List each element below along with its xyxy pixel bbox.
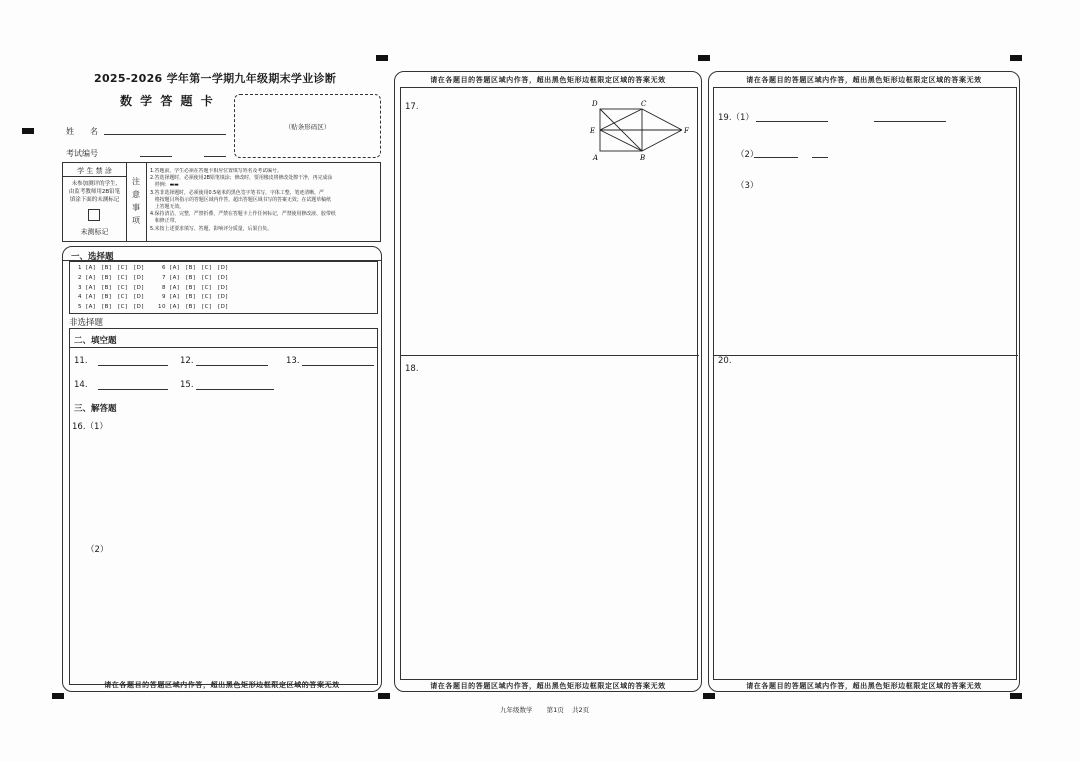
choice-question-number: 2 bbox=[78, 274, 82, 281]
choice-bubble-a[interactable]: [A] bbox=[170, 265, 180, 271]
no-test-instruction: 未参加测评的学生, bbox=[71, 181, 118, 187]
card-subtitle: 数 学 答 题 卡 bbox=[120, 94, 215, 108]
choice-bubble-d[interactable]: [D] bbox=[134, 294, 145, 301]
choice-bubble-d[interactable]: [D] bbox=[218, 284, 229, 291]
choice-question-number: 4 bbox=[78, 294, 82, 301]
fill-label-12: 12. bbox=[180, 356, 194, 366]
footer-subject: 九年级数学 bbox=[500, 706, 533, 714]
choice-question-number: 9 bbox=[162, 294, 166, 301]
notes-title-char: 意 bbox=[132, 190, 140, 199]
choice-bubble-a[interactable]: [A] bbox=[86, 294, 96, 301]
choice-bubble-a[interactable]: [A] bbox=[86, 284, 96, 291]
no-test-title: 学 生 禁 涂 bbox=[77, 167, 112, 175]
choice-grid bbox=[69, 261, 378, 314]
exam-number-field[interactable] bbox=[204, 156, 226, 157]
point-label-d: D bbox=[592, 100, 598, 108]
choice-question-number: 1 bbox=[78, 265, 82, 271]
barcode-area bbox=[234, 94, 381, 158]
answer-area-left bbox=[62, 246, 382, 692]
choice-bubble-c[interactable]: [C] bbox=[202, 274, 212, 281]
fill-label-13: 13. bbox=[286, 356, 300, 366]
note-item: 5.未按上述要求填写、答题，影响评分质量，后果自负。 bbox=[150, 225, 273, 232]
choice-question-number: 10 bbox=[158, 304, 166, 311]
point-label-b: B bbox=[640, 154, 646, 162]
choice-row bbox=[158, 285, 234, 291]
fill-answer-11[interactable] bbox=[98, 365, 168, 366]
choice-row bbox=[74, 265, 150, 271]
point-label-f: F bbox=[684, 127, 689, 135]
fill-answer-15[interactable] bbox=[196, 389, 274, 390]
solve-section-title: 三、解答题 bbox=[74, 404, 117, 414]
choice-bubble-b[interactable]: [B] bbox=[102, 304, 112, 311]
q16-part2-label: （2） bbox=[86, 545, 109, 555]
choice-bubble-a[interactable]: [A] bbox=[86, 274, 96, 281]
q19-part1-label: 19.（1） bbox=[718, 113, 754, 123]
registration-mark bbox=[698, 55, 710, 61]
choice-bubble-b[interactable]: [B] bbox=[186, 304, 196, 311]
q19-part2-answer[interactable] bbox=[812, 157, 828, 158]
notes-box bbox=[62, 162, 381, 242]
q16-answer-area[interactable] bbox=[70, 417, 377, 665]
fill-answer-12[interactable] bbox=[196, 365, 268, 366]
choice-row bbox=[158, 304, 234, 310]
note-item: 2.答选择题时，必须使用2B铅笔填涂；修改时，要用橡皮将修改处擦干净，再完成涂 bbox=[150, 175, 333, 182]
answer-area-notice: 请在各题目的答题区域内作答，超出黑色矩形边框限定区域的答案无效 bbox=[430, 682, 666, 690]
q17-label: 17. bbox=[405, 102, 419, 112]
exam-title: 2025-2026 学年第一学期九年级期末学业诊断 bbox=[94, 72, 337, 85]
no-test-instruction: 由监考教师用2B铅笔 bbox=[68, 189, 121, 195]
registration-mark bbox=[1010, 55, 1022, 61]
footer-page: 第1页 bbox=[546, 706, 564, 714]
choice-row bbox=[74, 285, 150, 291]
choice-bubble-d[interactable]: [D] bbox=[218, 304, 229, 311]
answer-area-middle bbox=[394, 71, 702, 692]
notes-list bbox=[150, 168, 380, 233]
point-label-e: E bbox=[590, 127, 596, 135]
exam-number-field[interactable] bbox=[140, 156, 172, 157]
fill-answer-14[interactable] bbox=[98, 389, 168, 390]
choice-bubble-a[interactable]: [A] bbox=[170, 284, 180, 291]
note-item: 上答题无效。 bbox=[150, 204, 185, 211]
footer-total: 共2页 bbox=[571, 706, 590, 714]
choice-bubble-a[interactable]: [A] bbox=[170, 274, 180, 281]
note-item: 和修正带。 bbox=[150, 218, 180, 225]
note-item: 4.保持清洁、完整，严禁折叠，严禁在答题卡上作任何标记，严禁使用修改液、胶带纸 bbox=[150, 211, 336, 218]
registration-mark bbox=[1010, 693, 1022, 699]
choice-bubble-b[interactable]: [B] bbox=[186, 294, 196, 301]
choice-row bbox=[158, 275, 234, 281]
choice-row bbox=[74, 275, 150, 281]
choice-bubble-c[interactable]: [C] bbox=[118, 265, 128, 271]
point-label-c: C bbox=[641, 100, 647, 108]
choice-bubble-d[interactable]: [D] bbox=[134, 304, 145, 311]
answer-area-notice: 请在各题目的答题区域内作答，超出黑色矩形边框限定区域的答案无效 bbox=[430, 76, 666, 84]
q18-label: 18. bbox=[405, 364, 419, 374]
choice-bubble-d[interactable]: [D] bbox=[134, 284, 145, 291]
choice-bubble-d[interactable]: [D] bbox=[134, 274, 145, 281]
choice-bubble-c[interactable]: [C] bbox=[202, 265, 212, 271]
answer-area-notice: 请在各题目的答题区域内作答，超出黑色矩形边框限定区域的答案无效 bbox=[746, 682, 982, 690]
q16-part1-label: 16.（1） bbox=[72, 422, 108, 432]
no-test-checkbox[interactable] bbox=[88, 209, 100, 221]
note-item: 3.答非选择题时，必须使用0.5毫米的黑色签字笔书写，字体工整、笔迹清晰。严 bbox=[150, 189, 324, 196]
barcode-label: （贴条形码区） bbox=[284, 123, 331, 131]
no-test-instruction: 填涂下面的未测标记 bbox=[69, 197, 120, 203]
note-item: 样例：▬▬ bbox=[150, 182, 179, 189]
no-test-mark-label: 未测标记 bbox=[80, 228, 109, 236]
registration-mark bbox=[52, 693, 64, 699]
registration-mark bbox=[703, 693, 715, 699]
choice-bubble-a[interactable]: [A] bbox=[86, 265, 96, 271]
name-field[interactable] bbox=[104, 134, 226, 135]
choice-bubble-b[interactable]: [B] bbox=[102, 294, 112, 301]
choice-bubble-c[interactable]: [C] bbox=[118, 294, 128, 301]
fill-answer-13[interactable] bbox=[302, 365, 374, 366]
choice-bubble-c[interactable]: [C] bbox=[202, 304, 212, 311]
choice-bubble-a[interactable]: [A] bbox=[86, 304, 96, 311]
q20-label: 20. bbox=[718, 356, 732, 366]
page-footer bbox=[500, 705, 589, 714]
choice-bubble-b[interactable]: [B] bbox=[186, 284, 196, 291]
fill-section-title: 二、填空题 bbox=[74, 336, 117, 346]
choice-bubble-b[interactable]: [B] bbox=[102, 284, 112, 291]
name-label: 姓 名 bbox=[66, 127, 98, 136]
answer-area-notice: 请在各题目的答题区域内作答，超出黑色矩形边框限定区域的答案无效 bbox=[104, 681, 340, 689]
choice-bubble-d[interactable]: [D] bbox=[218, 265, 229, 271]
note-item: 格按题目所指示的答题区域内作答，超出答题区域书写的答案无效；在试题草稿纸 bbox=[150, 196, 331, 203]
choice-bubble-b[interactable]: [B] bbox=[186, 274, 196, 281]
choice-bubble-c[interactable]: [C] bbox=[202, 284, 212, 291]
answer-area-notice: 请在各题目的答题区域内作答，超出黑色矩形边框限定区域的答案无效 bbox=[746, 76, 982, 84]
q20-answer-area[interactable] bbox=[714, 356, 1018, 679]
notes-title-column bbox=[126, 163, 147, 241]
q18-answer-area[interactable] bbox=[401, 356, 699, 679]
choice-row bbox=[158, 265, 234, 271]
exam-number-label: 考试编号 bbox=[66, 149, 98, 158]
non-choice-title: 非选择题 bbox=[69, 318, 104, 328]
choice-bubble-c[interactable]: [C] bbox=[118, 274, 128, 281]
notes-title-char: 项 bbox=[132, 216, 140, 225]
fill-label-11: 11. bbox=[74, 356, 88, 366]
choice-row bbox=[74, 304, 150, 310]
point-label-a: A bbox=[593, 154, 599, 162]
no-test-panel bbox=[63, 163, 127, 241]
choice-section-title: 一、选择题 bbox=[71, 252, 114, 262]
choice-bubble-b[interactable]: [B] bbox=[186, 265, 196, 271]
choice-bubble-a[interactable]: [A] bbox=[170, 294, 180, 301]
non-choice-box bbox=[69, 328, 378, 685]
note-item: 1.答题前，学生必须在答题卡相应位置填写姓名及考试编号。 bbox=[150, 168, 282, 174]
q19-part1-answer[interactable] bbox=[756, 121, 828, 122]
choice-row bbox=[74, 294, 150, 300]
q19-part2-answer[interactable] bbox=[754, 157, 798, 158]
fill-label-14: 14. bbox=[74, 380, 88, 390]
choice-question-number: 6 bbox=[162, 265, 166, 271]
choice-bubble-c[interactable]: [C] bbox=[118, 284, 128, 291]
choice-row bbox=[158, 294, 234, 300]
choice-question-number: 5 bbox=[78, 304, 82, 311]
registration-mark bbox=[22, 128, 34, 134]
fill-label-15: 15. bbox=[180, 380, 194, 390]
q19-part3-label: （3） bbox=[736, 181, 759, 191]
choice-bubble-c[interactable]: [C] bbox=[118, 304, 128, 311]
choice-bubble-b[interactable]: [B] bbox=[102, 265, 112, 271]
q19-q20-box bbox=[713, 87, 1017, 680]
choice-question-number: 7 bbox=[162, 274, 166, 281]
q19-part2-label: （2） bbox=[736, 150, 759, 160]
choice-bubble-d[interactable]: [D] bbox=[218, 274, 229, 281]
notes-title-char: 事 bbox=[132, 203, 140, 212]
q19-answer-area[interactable] bbox=[714, 176, 1018, 355]
q17-q18-box bbox=[400, 87, 698, 680]
q17-answer-area[interactable] bbox=[401, 88, 699, 355]
q19-part1-answer[interactable] bbox=[874, 121, 946, 122]
registration-mark bbox=[378, 693, 390, 699]
registration-mark bbox=[376, 55, 388, 61]
choice-bubble-a[interactable]: [A] bbox=[170, 304, 180, 311]
choice-bubble-c[interactable]: [C] bbox=[202, 294, 212, 301]
choice-question-number: 3 bbox=[78, 284, 82, 291]
answer-area-right bbox=[708, 71, 1020, 692]
choice-bubble-d[interactable]: [D] bbox=[134, 265, 145, 271]
notes-title-char: 注 bbox=[132, 177, 140, 186]
choice-bubble-b[interactable]: [B] bbox=[102, 274, 112, 281]
choice-question-number: 8 bbox=[162, 284, 166, 291]
choice-bubble-d[interactable]: [D] bbox=[218, 294, 229, 301]
